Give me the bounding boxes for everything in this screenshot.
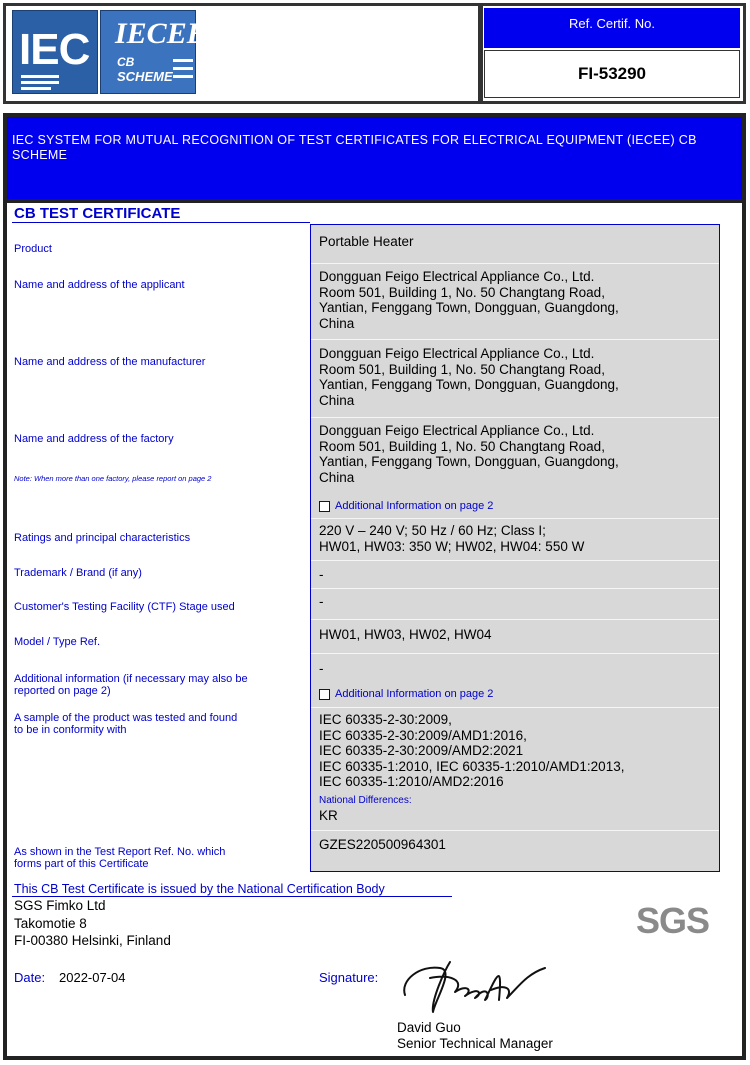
title-underline [12,222,310,223]
label-line: Additional information (if necessary may also be [14,673,248,685]
address-line: China [319,315,355,331]
signer-title: Senior Technical Manager [397,1036,553,1051]
header-divider [478,3,483,104]
address-line: China [319,392,355,408]
standard-line: IEC 60335-2-30:2009/AMD1:2016, [319,727,527,743]
ref-certificate-number: FI-53290 [577,64,647,83]
ref-certificate-label: Ref. Certif. No. [569,16,655,31]
signer-block [397,1020,553,1052]
ctf-value: - [319,594,324,609]
factory-label: Name and address of the factory [14,433,174,445]
report-label [14,846,304,870]
date-label: Date: [14,970,46,985]
address-line: China [319,469,355,485]
certificate-title: CB TEST CERTIFICATE [14,205,181,222]
field-separator [311,619,719,620]
conformity-label [14,712,304,736]
date-value: 2022-07-04 [59,970,126,985]
address-line: Dongguan Feigo Electrical Appliance Co., Ltd. [319,269,595,284]
national-differences-value: KR [319,808,338,823]
standard-line: IEC 60335-1:2010/AMD2:2016 [319,774,504,789]
scheme-banner-text: IEC SYSTEM FOR MUTUAL RECOGNITION OF TEST CERTIFICATES FOR ELECTRICAL EQUIPMENT (IECEE) CB SCHEME [12,133,697,162]
signer-name: David Guo [397,1020,461,1035]
cb-logo-text: CB [117,55,135,69]
factory-note: Note: When more than one factory, please report on page 2 [14,474,212,483]
address-line: Room 501, Building 1, No. 50 Changtang Road, [319,438,605,454]
iec-logo-text: IEC [19,25,90,74]
label-line: reported on page 2) [14,685,111,697]
conformity-standards [319,712,715,790]
manufacturer-label: Name and address of the manufacturer [14,356,206,368]
field-separator [311,653,719,654]
product-label: Product [14,243,52,255]
report-number-value: GZES220500964301 [319,837,446,852]
iec-logo-bar [21,75,59,78]
manufacturer-value [319,346,715,408]
address-line: Dongguan Feigo Electrical Appliance Co., Ltd. [319,346,595,361]
label-line: forms part of this Certificate [14,858,149,870]
address-line: Dongguan Feigo Electrical Appliance Co., Ltd. [319,423,595,438]
national-differences-label: National Differences: [319,795,412,806]
field-separator [311,830,719,831]
address-line: Yantian, Fenggang Town, Dongguan, Guangdong, [319,300,619,315]
additional-info-value: - [319,661,324,676]
logo-stripe [173,75,193,78]
factory-additional-info-checkbox[interactable] [319,500,493,512]
ctf-label: Customer's Testing Facility (CTF) Stage used [14,601,235,613]
trademark-value: - [319,567,324,582]
iecee-cb-scheme-logo [100,10,207,94]
ratings-line: 220 V – 240 V; 50 Hz / 60 Hz; Class I; [319,523,546,538]
iecee-logo-text: IECEE [115,17,207,50]
product-value: Portable Heater [319,234,414,249]
checkbox-icon[interactable] [319,501,330,512]
address-line: Room 501, Building 1, No. 50 Changtang Road, [319,284,605,300]
applicant-label: Name and address of the applicant [14,279,185,291]
applicant-value [319,269,715,331]
checkbox-label: Additional Information on page 2 [335,688,494,700]
sgs-logo: SGS [636,900,710,941]
address-line: Room 501, Building 1, No. 50 Changtang Road, [319,361,605,377]
iec-logo-bar [21,87,51,90]
ratings-value [319,523,715,554]
factory-value [319,423,715,485]
label-line: As shown in the Test Report Ref. No. which [14,846,226,858]
additional-info-label [14,673,304,697]
standard-line: IEC 60335-2-30:2009, [319,712,452,727]
field-separator [311,588,719,589]
address-line: Takomotie 8 [14,915,87,931]
handwritten-signature [395,940,555,1020]
standard-line: IEC 60335-2-30:2009/AMD2:2021 [319,743,524,758]
field-separator [311,263,719,264]
ratings-label: Ratings and principal characteristics [14,532,191,544]
address-line: FI-00380 Helsinki, Finland [14,933,171,948]
logo-stripe [173,67,193,70]
address-line: SGS Fimko Ltd [14,898,106,913]
checkbox-label: Additional Information on page 2 [335,500,494,512]
field-separator [311,339,719,340]
issued-by-statement: This CB Test Certificate is issued by the National Certification Body [14,882,385,896]
scheme-logo-text: SCHEME [117,69,173,84]
field-separator [311,518,719,519]
model-label: Model / Type Ref. [14,636,101,648]
address-line: Yantian, Fenggang Town, Dongguan, Guangdong, [319,377,619,392]
field-separator [311,707,719,708]
field-separator [311,417,719,418]
banner-divider [7,199,742,203]
checkbox-icon[interactable] [319,689,330,700]
logo-stripe [173,59,193,62]
standard-line: IEC 60335-1:2010, IEC 60335-1:2010/AMD1:2013, [319,758,625,774]
model-value: HW01, HW03, HW02, HW04 [319,627,492,642]
label-line: A sample of the product was tested and found [14,712,238,724]
label-line: to be in conformity with [14,724,127,736]
iec-logo-bar [21,81,59,84]
iec-logo [12,10,98,94]
additional-info-checkbox[interactable] [319,688,493,700]
ncb-address [14,897,171,950]
address-line: Yantian, Fenggang Town, Dongguan, Guangdong, [319,454,619,469]
field-separator [311,560,719,561]
ratings-line: HW01, HW03: 350 W; HW02, HW04: 550 W [319,538,585,554]
trademark-label: Trademark / Brand (if any) [14,567,142,579]
signature-label: Signature: [319,970,379,985]
